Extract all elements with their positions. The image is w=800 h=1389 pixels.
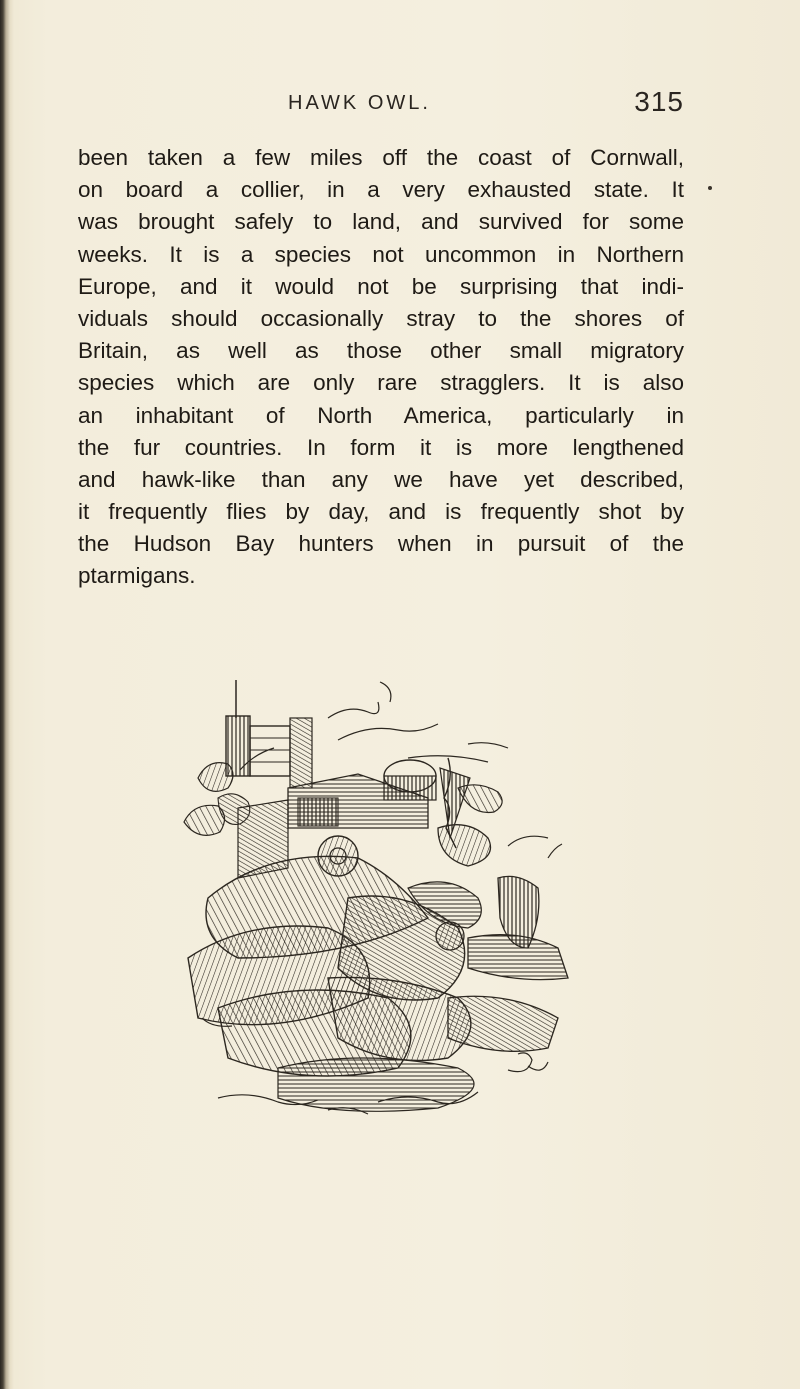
landscape-vignette [178,678,576,1124]
running-title: HAWK OWL. [288,92,431,114]
foreground-rocks [218,977,558,1111]
ink-speck [708,186,712,190]
text-line: species which are only rare stragglers. It is also [78,370,684,396]
text-line: Britain, as well as those other small migratory [78,338,684,364]
binding-edge [0,0,14,1389]
text-line: weeks. It is a species not uncommon in Northern [78,241,684,267]
text-line: the fur countries. In form it is more lengthened [78,434,684,460]
text-line: and hawk-like than any we have yet described, [78,466,684,492]
text-line: been taken a few miles off the coast of Cornwall, [78,145,684,170]
text-line: on board a collier, in a very exhausted state. It [78,177,684,203]
page-number: 315 [634,86,684,117]
text-line: Europe, and it would not be surprising that indi- [78,273,684,299]
church-tower [226,680,312,788]
body-paragraph [78,142,684,593]
running-head [78,86,684,126]
vignette-engraving [178,678,576,1124]
text-line: ptarmigans. [78,563,196,589]
text-line: the Hudson Bay hunters when in pursuit of the [78,531,684,557]
text-line: was brought safely to land, and survived for some [78,209,684,235]
text-line: an inhabitant of North America, particularly in [78,402,684,428]
text-line: it frequently flies by day, and is frequently shot by [78,499,684,525]
text-line: viduals should occasionally stray to the shores of [78,305,684,331]
